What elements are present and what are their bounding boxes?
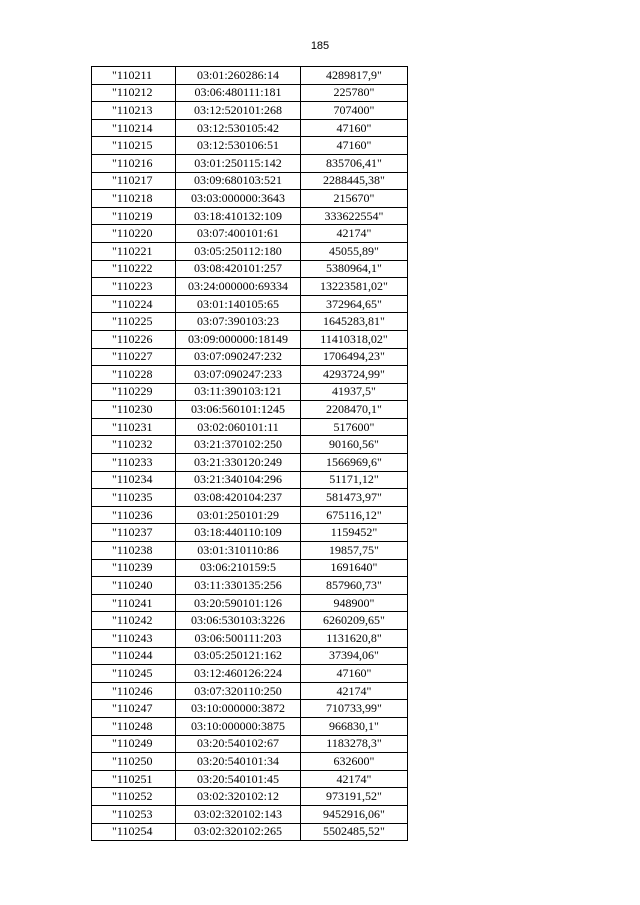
table-row: [92, 506, 408, 524]
cadastral-number-cell: 03:01:260286:14: [176, 67, 301, 85]
table-row: [92, 735, 408, 753]
amount-cell: 707400": [301, 102, 408, 120]
table-row: [92, 137, 408, 155]
cadastral-number-cell: 03:05:250121:162: [176, 647, 301, 665]
amount-cell: 1706494,23": [301, 348, 408, 366]
cadastral-number-cell: 03:06:480111:181: [176, 84, 301, 102]
amount-cell: 517600": [301, 418, 408, 436]
amount-cell: 215670": [301, 190, 408, 208]
row-id-cell: "110224: [92, 295, 176, 313]
cadastral-number-cell: 03:08:420101:257: [176, 260, 301, 278]
amount-cell: 4289817,9": [301, 67, 408, 85]
amount-cell: 47160": [301, 665, 408, 683]
amount-cell: 2208470,1": [301, 401, 408, 419]
row-id-cell: "110237: [92, 524, 176, 542]
row-id-cell: "110251: [92, 770, 176, 788]
amount-cell: 11410318,02": [301, 330, 408, 348]
table-row: [92, 242, 408, 260]
table-row: [92, 630, 408, 648]
amount-cell: 5380964,1": [301, 260, 408, 278]
table-row: [92, 207, 408, 225]
table-row: [92, 612, 408, 630]
row-id-cell: "110244: [92, 647, 176, 665]
amount-cell: 37394,06": [301, 647, 408, 665]
row-id-cell: "110214: [92, 119, 176, 137]
amount-cell: 675116,12": [301, 506, 408, 524]
row-id-cell: "110229: [92, 383, 176, 401]
cadastral-number-cell: 03:10:000000:3872: [176, 700, 301, 718]
table-row: [92, 805, 408, 823]
row-id-cell: "110249: [92, 735, 176, 753]
amount-cell: 973191,52": [301, 788, 408, 806]
cadastral-number-cell: 03:07:320110:250: [176, 682, 301, 700]
table-row: [92, 577, 408, 595]
row-id-cell: "110222: [92, 260, 176, 278]
row-id-cell: "110221: [92, 242, 176, 260]
row-id-cell: "110250: [92, 753, 176, 771]
cadastral-number-cell: 03:06:210159:5: [176, 559, 301, 577]
row-id-cell: "110239: [92, 559, 176, 577]
table-row: [92, 700, 408, 718]
cadastral-number-cell: 03:07:090247:232: [176, 348, 301, 366]
cadastral-number-cell: 03:11:330135:256: [176, 577, 301, 595]
cadastral-number-cell: 03:02:320102:12: [176, 788, 301, 806]
cadastral-number-cell: 03:08:420104:237: [176, 489, 301, 507]
row-id-cell: "110254: [92, 823, 176, 841]
cadastral-number-cell: 03:12:530106:51: [176, 137, 301, 155]
registry-table-body: [92, 67, 408, 841]
table-row: [92, 278, 408, 296]
amount-cell: 45055,89": [301, 242, 408, 260]
cadastral-number-cell: 03:01:250101:29: [176, 506, 301, 524]
row-id-cell: "110235: [92, 489, 176, 507]
row-id-cell: "110232: [92, 436, 176, 454]
amount-cell: 710733,99": [301, 700, 408, 718]
cadastral-number-cell: 03:20:540101:34: [176, 753, 301, 771]
cadastral-number-cell: 03:21:340104:296: [176, 471, 301, 489]
cadastral-number-cell: 03:24:000000:69334: [176, 278, 301, 296]
amount-cell: 857960,73": [301, 577, 408, 595]
cadastral-number-cell: 03:09:680103:521: [176, 172, 301, 190]
row-id-cell: "110220: [92, 225, 176, 243]
table-row: [92, 559, 408, 577]
cadastral-number-cell: 03:09:000000:18149: [176, 330, 301, 348]
amount-cell: 42174": [301, 225, 408, 243]
table-row: [92, 682, 408, 700]
amount-cell: 42174": [301, 682, 408, 700]
table-row: [92, 119, 408, 137]
row-id-cell: "110215: [92, 137, 176, 155]
row-id-cell: "110212: [92, 84, 176, 102]
table-row: [92, 454, 408, 472]
cadastral-number-cell: 03:03:000000:3643: [176, 190, 301, 208]
row-id-cell: "110236: [92, 506, 176, 524]
row-id-cell: "110242: [92, 612, 176, 630]
cadastral-number-cell: 03:18:410132:109: [176, 207, 301, 225]
row-id-cell: "110216: [92, 154, 176, 172]
amount-cell: 2288445,38": [301, 172, 408, 190]
row-id-cell: "110231: [92, 418, 176, 436]
row-id-cell: "110246: [92, 682, 176, 700]
row-id-cell: "110248: [92, 717, 176, 735]
row-id-cell: "110252: [92, 788, 176, 806]
amount-cell: 19857,75": [301, 542, 408, 560]
table-row: [92, 295, 408, 313]
registry-table: [91, 66, 408, 841]
row-id-cell: "110247: [92, 700, 176, 718]
table-row: [92, 190, 408, 208]
row-id-cell: "110253: [92, 805, 176, 823]
row-id-cell: "110243: [92, 630, 176, 648]
table-row: [92, 260, 408, 278]
row-id-cell: "110213: [92, 102, 176, 120]
table-row: [92, 665, 408, 683]
row-id-cell: "110217: [92, 172, 176, 190]
row-id-cell: "110218: [92, 190, 176, 208]
cadastral-number-cell: 03:20:540101:45: [176, 770, 301, 788]
table-row: [92, 383, 408, 401]
amount-cell: 1645283,81": [301, 313, 408, 331]
table-row: [92, 84, 408, 102]
table-row: [92, 313, 408, 331]
amount-cell: 333622554": [301, 207, 408, 225]
table-row: [92, 823, 408, 841]
table-row: [92, 102, 408, 120]
row-id-cell: "110234: [92, 471, 176, 489]
amount-cell: 225780": [301, 84, 408, 102]
amount-cell: 1131620,8": [301, 630, 408, 648]
cadastral-number-cell: 03:18:440110:109: [176, 524, 301, 542]
cadastral-number-cell: 03:06:560101:1245: [176, 401, 301, 419]
amount-cell: 51171,12": [301, 471, 408, 489]
cadastral-number-cell: 03:12:520101:268: [176, 102, 301, 120]
table-row: [92, 542, 408, 560]
table-row: [92, 717, 408, 735]
cadastral-number-cell: 03:21:330120:249: [176, 454, 301, 472]
cadastral-number-cell: 03:05:250112:180: [176, 242, 301, 260]
row-id-cell: "110225: [92, 313, 176, 331]
amount-cell: 47160": [301, 137, 408, 155]
amount-cell: 966830,1": [301, 717, 408, 735]
cadastral-number-cell: 03:20:540102:67: [176, 735, 301, 753]
table-row: [92, 489, 408, 507]
row-id-cell: "110227: [92, 348, 176, 366]
row-id-cell: "110211: [92, 67, 176, 85]
cadastral-number-cell: 03:02:320102:265: [176, 823, 301, 841]
row-id-cell: "110230: [92, 401, 176, 419]
amount-cell: 42174": [301, 770, 408, 788]
amount-cell: 9452916,06": [301, 805, 408, 823]
amount-cell: 1566969,6": [301, 454, 408, 472]
amount-cell: 948900": [301, 594, 408, 612]
amount-cell: 581473,97": [301, 489, 408, 507]
table-row: [92, 67, 408, 85]
table-row: [92, 436, 408, 454]
row-id-cell: "110245: [92, 665, 176, 683]
cadastral-number-cell: 03:07:390103:23: [176, 313, 301, 331]
amount-cell: 632600": [301, 753, 408, 771]
amount-cell: 835706,41": [301, 154, 408, 172]
table-row: [92, 471, 408, 489]
row-id-cell: "110233: [92, 454, 176, 472]
table-row: [92, 348, 408, 366]
cadastral-number-cell: 03:06:500111:203: [176, 630, 301, 648]
amount-cell: 13223581,02": [301, 278, 408, 296]
table-row: [92, 366, 408, 384]
cadastral-number-cell: 03:01:310110:86: [176, 542, 301, 560]
table-row: [92, 401, 408, 419]
table-row: [92, 524, 408, 542]
table-row: [92, 647, 408, 665]
amount-cell: 41937,5": [301, 383, 408, 401]
row-id-cell: "110240: [92, 577, 176, 595]
amount-cell: 6260209,65": [301, 612, 408, 630]
cadastral-number-cell: 03:02:060101:11: [176, 418, 301, 436]
amount-cell: 1159452": [301, 524, 408, 542]
cadastral-number-cell: 03:07:400101:61: [176, 225, 301, 243]
row-id-cell: "110223: [92, 278, 176, 296]
row-id-cell: "110228: [92, 366, 176, 384]
cadastral-number-cell: 03:07:090247:233: [176, 366, 301, 384]
cadastral-number-cell: 03:02:320102:143: [176, 805, 301, 823]
table-row: [92, 154, 408, 172]
amount-cell: 5502485,52": [301, 823, 408, 841]
row-id-cell: "110238: [92, 542, 176, 560]
page-number: 185: [310, 40, 330, 52]
table-row: [92, 418, 408, 436]
cadastral-number-cell: 03:12:460126:224: [176, 665, 301, 683]
row-id-cell: "110219: [92, 207, 176, 225]
amount-cell: 47160": [301, 119, 408, 137]
cadastral-number-cell: 03:06:530103:3226: [176, 612, 301, 630]
amount-cell: 372964,65": [301, 295, 408, 313]
amount-cell: 1183278,3": [301, 735, 408, 753]
amount-cell: 90160,56": [301, 436, 408, 454]
row-id-cell: "110241: [92, 594, 176, 612]
cadastral-number-cell: 03:01:140105:65: [176, 295, 301, 313]
cadastral-number-cell: 03:10:000000:3875: [176, 717, 301, 735]
table-row: [92, 225, 408, 243]
amount-cell: 4293724,99": [301, 366, 408, 384]
row-id-cell: "110226: [92, 330, 176, 348]
table-row: [92, 172, 408, 190]
cadastral-number-cell: 03:11:390103:121: [176, 383, 301, 401]
table-row: [92, 330, 408, 348]
amount-cell: 1691640": [301, 559, 408, 577]
table-row: [92, 770, 408, 788]
cadastral-number-cell: 03:20:590101:126: [176, 594, 301, 612]
table-row: [92, 594, 408, 612]
cadastral-number-cell: 03:12:530105:42: [176, 119, 301, 137]
table-row: [92, 753, 408, 771]
table-row: [92, 788, 408, 806]
cadastral-number-cell: 03:21:370102:250: [176, 436, 301, 454]
cadastral-number-cell: 03:01:250115:142: [176, 154, 301, 172]
